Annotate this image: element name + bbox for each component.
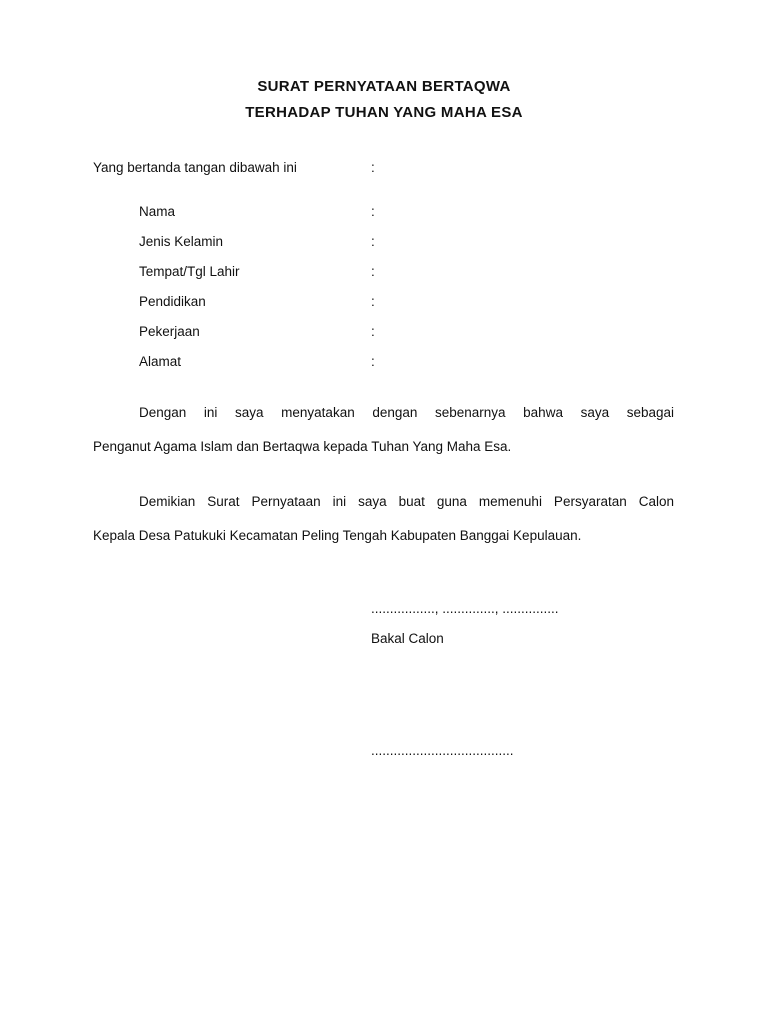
- field-label-nama: Nama: [139, 204, 176, 219]
- signature-role: Bakal Calon: [371, 631, 444, 646]
- field-colon-alamat: :: [371, 354, 375, 369]
- closing-paragraph-line-2: Kepala Desa Patukuki Kecamatan Peling Tengah Kabupaten Banggai Kepulauan.: [93, 528, 582, 543]
- statement-paragraph: [93, 404, 674, 456]
- field-label-jenis-kelamin: Jenis Kelamin: [139, 234, 224, 249]
- field-colon-pekerjaan: :: [371, 324, 375, 339]
- field-colon-jenis-kelamin: :: [371, 234, 375, 249]
- intro-label: Yang bertanda tangan dibawah ini: [93, 160, 297, 175]
- field-colon-pendidikan: :: [371, 294, 375, 309]
- field-colon-tempat-tgl-lahir: :: [371, 264, 375, 279]
- document-title-line-1: SURAT PERNYATAAN BERTAQWA: [257, 78, 511, 95]
- signature-name-line: ......................................: [371, 743, 514, 758]
- closing-paragraph-line-1: Demikian Surat Pernyataan ini saya buat guna memenuhi Persyaratan Calon: [139, 494, 674, 509]
- closing-paragraph: [93, 493, 674, 545]
- statement-paragraph-line-2: Penganut Agama Islam dan Bertaqwa kepada Tuhan Yang Maha Esa.: [93, 439, 512, 454]
- field-label-pendidikan: Pendidikan: [139, 294, 206, 309]
- field-label-tempat-tgl-lahir: Tempat/Tgl Lahir: [139, 264, 240, 279]
- statement-paragraph-line-1: Dengan ini saya menyatakan dengan sebenarnya bahwa saya sebagai: [139, 405, 674, 420]
- field-colon-nama: :: [371, 204, 375, 219]
- intro-colon: :: [371, 160, 375, 175]
- field-label-pekerjaan: Pekerjaan: [139, 324, 200, 339]
- signature-place-date: ................., .............., ...............: [371, 601, 559, 616]
- field-label-alamat: Alamat: [139, 354, 182, 369]
- document-title-line-2: TERHADAP TUHAN YANG MAHA ESA: [245, 104, 523, 121]
